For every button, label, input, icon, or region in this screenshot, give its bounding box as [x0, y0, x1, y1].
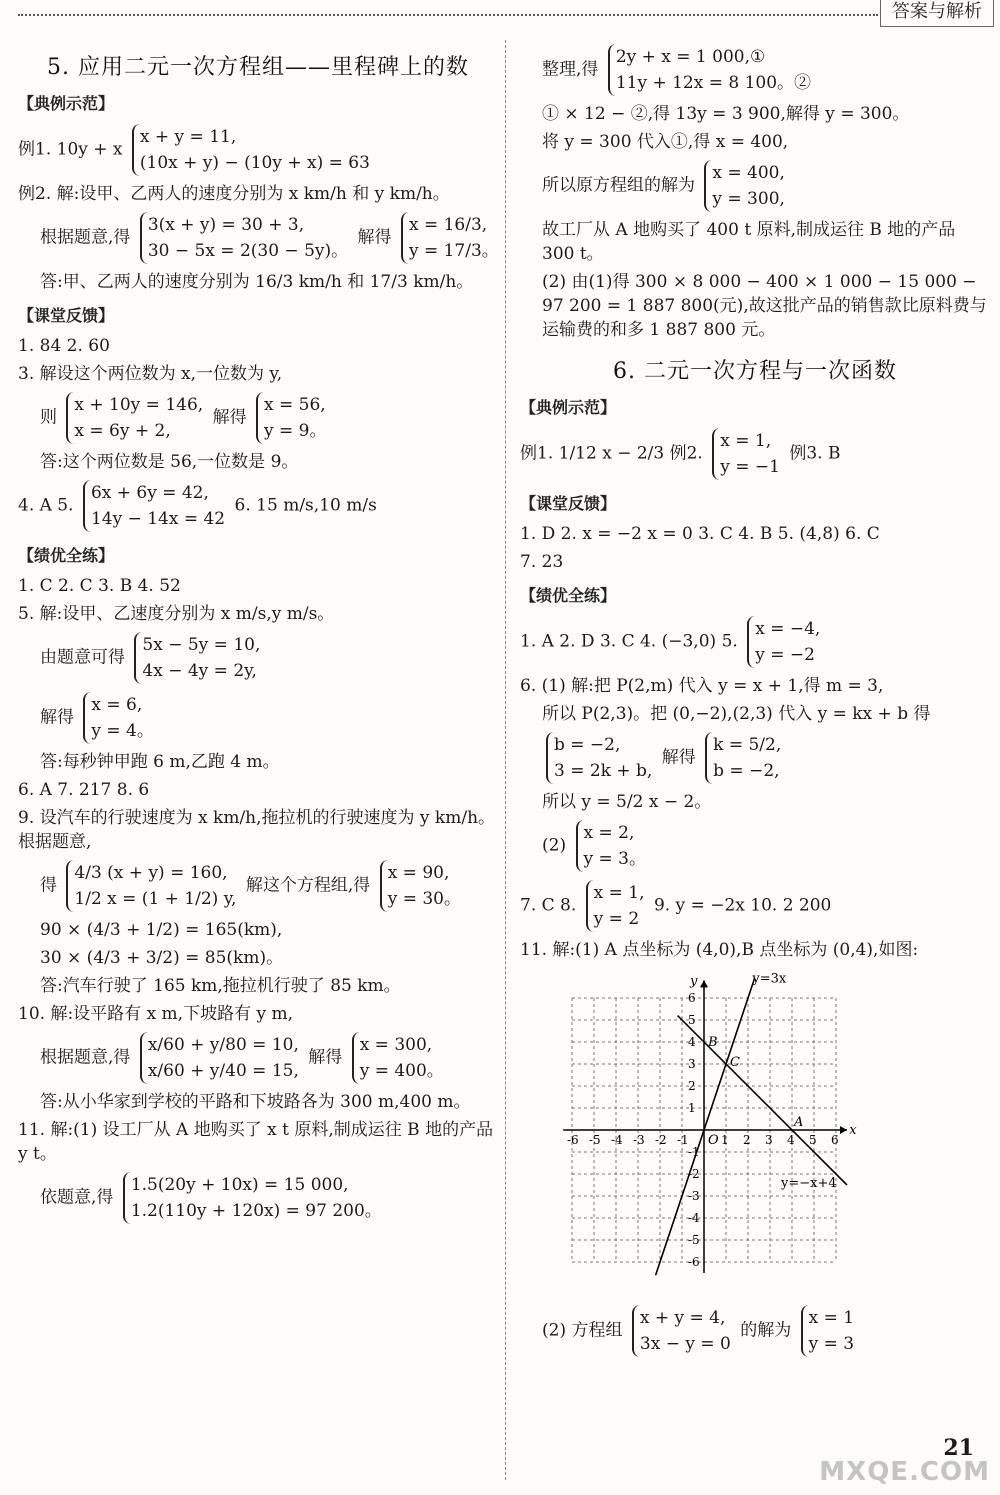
solution-system: x = −4, y = −2: [747, 616, 820, 668]
calc-line: 30 × (4/3 + 3/2) = 85(km)。: [40, 948, 284, 968]
problem-9-system: 得 4/3 (x + y) = 160, 1/2 x = (1 + 1/2) y, 解这个方程组,得 x = 90, y = 30。: [18, 858, 498, 914]
answer-line: ① × 12 − ②,得 13y = 3 900,解得 y = 300。: [542, 104, 910, 124]
problem-5-system: 由题意可得 5x − 5y = 10, 4x − 4y = 2y,: [18, 630, 498, 686]
line-2-label: y=−x+4: [781, 1176, 837, 1192]
equation-system: x + y = 4, 3x − y = 0: [632, 1305, 731, 1357]
x-tick-label: -3: [633, 1133, 645, 1147]
equation-system: 6x + 6y = 42, 14y − 14x = 42: [83, 480, 225, 532]
line-y-neg-x-plus-4: [678, 1016, 847, 1185]
answer-line: 答:甲、乙两人的速度分别为 16/3 km/h 和 17/3 km/h。: [40, 272, 474, 292]
equation-system: 1.5(20y + 10x) = 15 000, 1.2(110y + 120x) = 97 200。: [123, 1172, 382, 1224]
example-2: 例2. 解:设甲、乙两人的速度分别为 x km/h 和 y km/h。: [18, 184, 450, 204]
answer-line: 10. 解:设平路有 x m,下坡路有 y m,: [18, 1004, 294, 1024]
section-head: 【绩优全练】: [18, 546, 115, 565]
answer-line: 7. 23: [520, 552, 564, 572]
equation-system: x + y = 11, (10x + y) − (10y + x) = 63: [132, 124, 370, 176]
y-axis-label: y: [690, 973, 698, 989]
section-head: 【典例示范】: [520, 398, 617, 417]
line-1-label: y=3x: [752, 971, 787, 987]
x-tick-label: 5: [809, 1133, 817, 1147]
answer-line: 11. 解:(1) 设工厂从 A 地购买了 x t 原料,制成运往 B 地的产品 y t。: [18, 1120, 494, 1164]
equation-system: 4/3 (x + y) = 160, 1/2 x = (1 + 1/2) y,: [66, 860, 236, 912]
problem-5-solution: 解得 x = 6, y = 4。: [18, 690, 498, 746]
equation-system: 2y + x = 1 000,① 11y + 12x = 8 100。②: [608, 44, 811, 96]
page-number: 21: [943, 1435, 974, 1461]
x-tick-label: 4: [787, 1133, 795, 1147]
y-tick-label: 3: [688, 1057, 696, 1071]
header-tag: 答案与解析: [880, 0, 994, 27]
solution-system: x = 400, y = 300,: [704, 160, 785, 212]
y-tick-label: -1: [688, 1145, 700, 1159]
watermark: MXQE.COM: [819, 1457, 990, 1487]
y-tick-label: 2: [688, 1079, 696, 1093]
answer-line: (2) 由(1)得 300 × 8 000 − 400 × 1 000 − 15 000 − 97 200 = 1 887 800(元),故这批产品的销售款比原料费与运输费的和多 1 887 800 元。: [542, 272, 987, 340]
answer-line: 1. D 2. x = −2 x = 0 3. C 4. B 5. (4,8) 6. C: [520, 524, 880, 544]
function-lines: [656, 978, 847, 1275]
problem-11-part2: (2) 方程组 x + y = 4, 3x − y = 0 的解为 x = 1 y = 3: [520, 1303, 990, 1359]
y-tick-label: -4: [688, 1211, 700, 1225]
answer-line: 5. 解:设甲、乙速度分别为 x m/s,y m/s。: [18, 604, 335, 624]
y-tick-label: 6: [688, 991, 696, 1005]
calc-line: 90 × (4/3 + 1/2) = 165(km),: [40, 920, 283, 940]
solution-system: x = 56, y = 9。: [256, 392, 326, 444]
y-tick-label: -5: [688, 1233, 700, 1247]
y-tick-label: 5: [688, 1013, 696, 1027]
problem-6-system: b = −2, 3 = 2k + b, 解得 k = 5/2, b = −2,: [520, 730, 990, 786]
x-tick-label: 6: [831, 1133, 839, 1147]
solution-system: x = 2, y = 3。: [576, 820, 646, 872]
point-b-label: B: [708, 1035, 718, 1050]
answer-line: 11. 解:(1) A 点坐标为 (4,0),B 点坐标为 (0,4),如图:: [520, 940, 919, 960]
x-tick-label: 1: [721, 1133, 729, 1147]
answer-line: 故工厂从 A 地购买了 400 t 原料,制成运往 B 地的产品 300 t。: [542, 220, 956, 264]
section-head: 【绩优全练】: [520, 586, 617, 605]
example-1: 例1. 10y + x x + y = 11, (10x + y) − (10y + x) = 63: [18, 122, 498, 178]
x-axis-label: x: [849, 1123, 857, 1138]
x-tick-label: 2: [743, 1133, 751, 1147]
answer-line: 答:汽车行驶了 165 km,拖拉机行驶了 85 km。: [40, 976, 401, 996]
y-tick-label: -2: [688, 1167, 700, 1181]
solution-system: x = 16/3, y = 17/3。: [401, 212, 499, 264]
solution-system: x = 1, y = −1: [712, 428, 780, 480]
answer-line: 答:这个两位数是 56,一位数是 9。: [40, 452, 299, 472]
example-2-system: 根据题意,得 3(x + y) = 30 + 3, 30 − 5x = 2(30 − 5y)。 解得 x = 16/3, y = 17/3。: [18, 210, 498, 266]
x-axis-arrow: [840, 1126, 847, 1134]
point-c-label: C: [730, 1055, 740, 1070]
equation-system: x + 10y = 146, x = 6y + 2,: [66, 392, 203, 444]
answer-line: 1. 84 2. 60: [18, 336, 110, 356]
coordinate-graph: [554, 970, 990, 1297]
answer-line: 6. A 7. 217 8. 6: [18, 780, 150, 800]
answer-line: 6. (1) 解:把 P(2,m) 代入 y = x + 1,得 m = 3,: [520, 676, 884, 696]
answer-line: 将 y = 300 代入①,得 x = 400,: [542, 132, 789, 152]
x-tick-label: 3: [765, 1133, 773, 1147]
section-head: 【课堂反馈】: [18, 306, 115, 325]
answer-line: 1. A 2. D 3. C 4. (−3,0) 5. x = −4, y = −2: [520, 614, 990, 670]
x-tick-label: -4: [611, 1133, 623, 1147]
system-line: 整理,得 2y + x = 1 000,① 11y + 12x = 8 100。②: [520, 42, 990, 98]
section-title: 6. 二元一次方程与一次函数: [613, 359, 897, 384]
y-axis-arrow: [700, 980, 708, 987]
answer-line: (2) x = 2, y = 3。: [520, 818, 990, 874]
answer-line: 9. 设汽车的行驶速度为 x km/h,拖拉机的行驶速度为 y km/h。根据题意,: [18, 808, 496, 852]
solution-system: x = 1 y = 3: [801, 1305, 854, 1357]
answer-line: 答:从小华家到学校的平路和下坡路各为 300 m,400 m。: [40, 1092, 471, 1112]
section-title: 5. 应用二元一次方程组——里程碑上的数: [47, 55, 469, 80]
answer-line: 所以 y = 5/2 x − 2。: [542, 792, 712, 812]
equation-system: 3(x + y) = 30 + 3, 30 − 5x = 2(30 − 5y)。: [140, 212, 348, 264]
y-tick-label: 1: [688, 1101, 696, 1115]
y-tick-label: 4: [688, 1035, 696, 1049]
solution-system: x = 90, y = 30。: [380, 860, 461, 912]
solution-line: 所以原方程组的解为 x = 400, y = 300,: [520, 158, 990, 214]
solution-system: x = 1, y = 2: [586, 880, 645, 932]
answer-line: 3. 解设这个两位数为 x,一位数为 y,: [18, 364, 283, 384]
header-rule: [18, 14, 878, 16]
answer-line: 7. C 8. x = 1, y = 2 9. y = −2x 10. 2 200: [520, 878, 990, 934]
problem-11-system: 依题意,得 1.5(20y + 10x) = 15 000, 1.2(110y + 120x) = 97 200。: [18, 1170, 498, 1226]
answer-line: 例1. 1/12 x − 2/3 例2. x = 1, y = −1 例3. B: [520, 426, 990, 482]
equation-system: b = −2, 3 = 2k + b,: [546, 732, 652, 784]
x-tick-label: -2: [655, 1133, 667, 1147]
x-tick-label: -5: [589, 1133, 601, 1147]
line-y-3x: [656, 978, 755, 1275]
problem-3-system: 则 x + 10y = 146, x = 6y + 2, 解得 x = 56, y = 9。: [18, 390, 498, 446]
answer-line: 1. C 2. C 3. B 4. 52: [18, 576, 181, 596]
answer-line: 4. A 5. 6x + 6y = 42, 14y − 14x = 42 6. 15 m/s,10 m/s: [18, 478, 498, 534]
section-head: 【课堂反馈】: [520, 494, 617, 513]
equation-system: x/60 + y/80 = 10, x/60 + y/40 = 15,: [140, 1032, 299, 1084]
section-head: 【典例示范】: [18, 94, 115, 113]
column-divider: [505, 40, 506, 1480]
point-a-label: A: [794, 1115, 804, 1130]
solution-system: x = 6, y = 4。: [83, 692, 153, 744]
problem-10-system: 根据题意,得 x/60 + y/80 = 10, x/60 + y/40 = 15, 解得 x = 300, y = 400。: [18, 1030, 498, 1086]
graph-svg: [554, 970, 857, 1290]
answer-line: 所以 P(2,3)。把 (0,−2),(2,3) 代入 y = kx + b 得: [542, 704, 931, 724]
y-tick-label: -3: [688, 1189, 700, 1203]
equation-system: 5x − 5y = 10, 4x − 4y = 2y,: [134, 632, 260, 684]
solution-system: x = 300, y = 400。: [352, 1032, 444, 1084]
right-column: [520, 38, 990, 1363]
answer-line: 答:每秒钟甲跑 6 m,乙跑 4 m。: [40, 752, 280, 772]
left-column: [18, 38, 498, 1230]
origin-label: O: [708, 1133, 719, 1148]
x-tick-label: -1: [677, 1133, 689, 1147]
solution-system: k = 5/2, b = −2,: [705, 732, 781, 784]
y-tick-label: -6: [688, 1255, 700, 1269]
x-tick-label: -6: [567, 1133, 579, 1147]
